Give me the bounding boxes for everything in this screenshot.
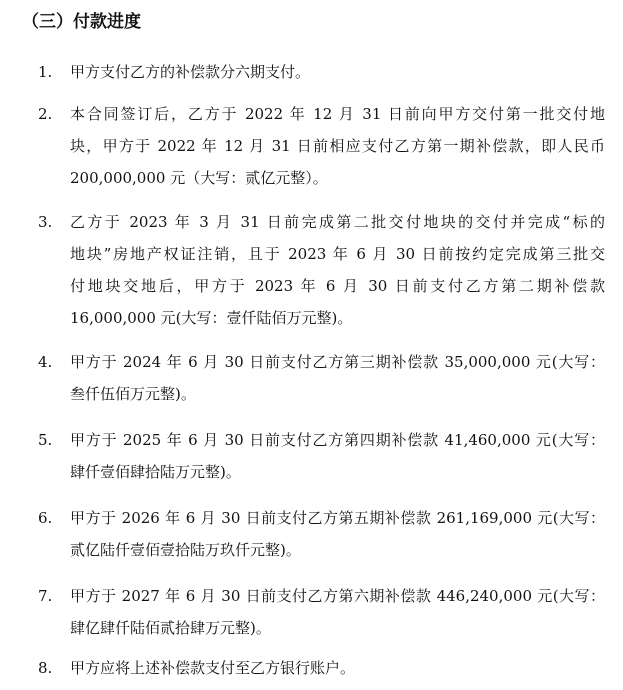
item-number: 3.: [38, 213, 53, 231]
text-line: 乙方于 2023 年 3 月 31 日前完成第二批交付地块的交付并完成“标的: [70, 213, 605, 231]
text-line: 甲方应将上述补偿款支付至乙方银行账户。: [70, 659, 356, 677]
item-number: 2.: [38, 105, 53, 123]
item-text: [70, 424, 605, 488]
item-text: [70, 652, 605, 684]
text-line: 块，甲方于 2022 年 12 月 31 日前相应支付乙方第一期补偿款，即人民币: [70, 137, 605, 155]
item-text: [70, 98, 605, 194]
item-number: 1.: [38, 63, 53, 81]
text-line: 甲方于 2027 年 6 月 30 日前支付乙方第六期补偿款 446,240,000 元(大写：: [70, 587, 605, 605]
text-line: 16,000,000 元(大写：壹仟陆佰万元整)。: [70, 309, 353, 327]
item-text: [70, 346, 605, 410]
text-line: 甲方于 2025 年 6 月 30 日前支付乙方第四期补偿款 41,460,000 元(大写：: [70, 431, 605, 449]
text-line: 叁仟伍佰万元整)。: [70, 385, 196, 403]
item-text: [70, 56, 605, 88]
text-line: 200,000,000 元（大写：贰亿元整）。: [70, 169, 328, 187]
item-number: 5.: [38, 431, 53, 449]
item-text: [70, 580, 605, 644]
item-number: 8.: [38, 659, 53, 677]
text-line: 肆仟壹佰肆拾陆万元整)。: [70, 463, 241, 481]
text-line: 地块”房地产权证注销，且于 2023 年 6 月 30 日前按约定完成第三批交: [70, 245, 605, 263]
text-line: 付地块交地后，甲方于 2023 年 6 月 30 日前支付乙方第二期补偿款: [70, 277, 605, 295]
text-line: 甲方于 2024 年 6 月 30 日前支付乙方第三期补偿款 35,000,000 元(大写：: [70, 353, 605, 371]
item-number: 7.: [38, 587, 53, 605]
text-line: 本合同签订后，乙方于 2022 年 12 月 31 日前向甲方交付第一批交付地: [70, 105, 605, 123]
section-title: （三）付款进度: [22, 12, 141, 32]
item-number: 6.: [38, 509, 53, 527]
text-line: 肆亿肆仟陆佰贰拾肆万元整)。: [70, 619, 271, 637]
item-text: [70, 206, 605, 334]
text-line: 甲方于 2026 年 6 月 30 日前支付乙方第五期补偿款 261,169,000 元(大写：: [70, 509, 605, 527]
text-line: 贰亿陆仟壹佰壹拾陆万玖仟元整)。: [70, 541, 301, 559]
item-text: [70, 502, 605, 566]
item-number: 4.: [38, 353, 53, 371]
text-line: 甲方支付乙方的补偿款分六期支付。: [70, 63, 311, 81]
